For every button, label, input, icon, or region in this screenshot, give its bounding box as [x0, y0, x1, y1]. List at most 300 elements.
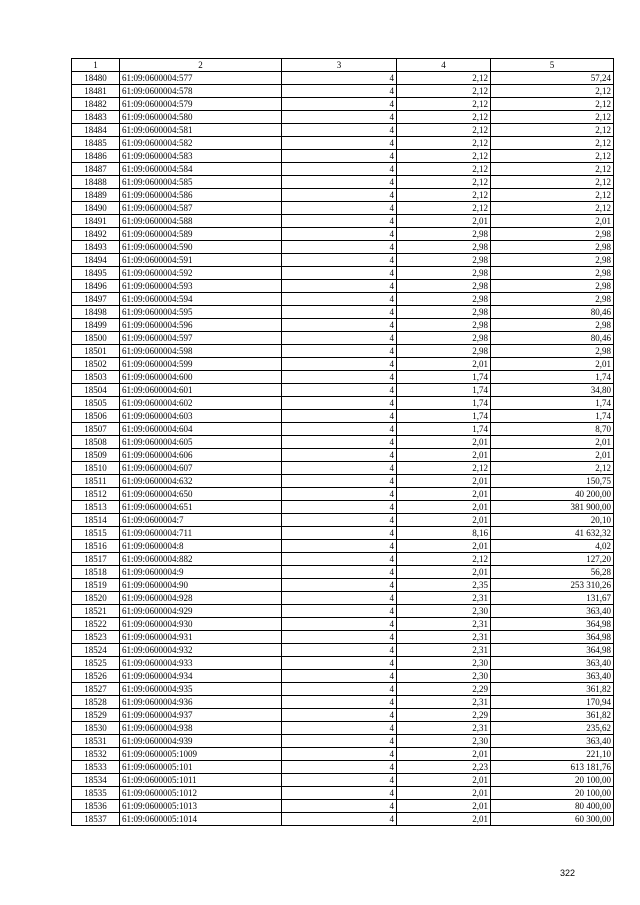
table-cell: 2,98: [491, 254, 614, 267]
table-cell: 61:09:0600004:931: [120, 631, 282, 644]
table-cell: 4: [282, 631, 397, 644]
table-cell: 4: [282, 176, 397, 189]
table-cell: 61:09:0600004:577: [120, 72, 282, 85]
table-cell: 61:09:0600004:7: [120, 514, 282, 527]
table-cell: 61:09:0600004:606: [120, 449, 282, 462]
table-cell: 4: [282, 254, 397, 267]
table-cell: 18480: [72, 72, 120, 85]
table-cell: 80,46: [491, 306, 614, 319]
table-cell: 20 100,00: [491, 787, 614, 800]
table-row: [72, 566, 614, 579]
table-cell: 61:09:0600004:937: [120, 709, 282, 722]
table-cell: 4: [282, 449, 397, 462]
table-cell: 80,46: [491, 332, 614, 345]
table-cell: 4: [282, 397, 397, 410]
table-row: [72, 787, 614, 800]
table-row: [72, 449, 614, 462]
column-header: 3: [282, 59, 397, 72]
table-row: [72, 306, 614, 319]
table-cell: 18486: [72, 150, 120, 163]
table-cell: 150,75: [491, 475, 614, 488]
table-cell: 18519: [72, 579, 120, 592]
table-cell: 2,12: [491, 85, 614, 98]
table-cell: 18528: [72, 696, 120, 709]
table-cell: 18530: [72, 722, 120, 735]
table-row: [72, 332, 614, 345]
table-cell: 61:09:0600004:601: [120, 384, 282, 397]
table-cell: 18531: [72, 735, 120, 748]
table-cell: 18484: [72, 124, 120, 137]
table-cell: 2,31: [397, 631, 491, 644]
table-cell: 40 200,00: [491, 488, 614, 501]
table-cell: 61:09:0600004:607: [120, 462, 282, 475]
table-cell: 4: [282, 462, 397, 475]
table-cell: 18523: [72, 631, 120, 644]
table-cell: 18512: [72, 488, 120, 501]
table-cell: 253 310,26: [491, 579, 614, 592]
table-cell: 2,01: [397, 748, 491, 761]
table-cell: 61:09:0600004:583: [120, 150, 282, 163]
table-cell: 2,12: [397, 163, 491, 176]
table-cell: 18534: [72, 774, 120, 787]
table-cell: 2,01: [397, 813, 491, 826]
table-cell: 2,98: [397, 332, 491, 345]
table-cell: 2,98: [397, 228, 491, 241]
table-cell: 4: [282, 709, 397, 722]
column-header: 2: [120, 59, 282, 72]
table-cell: 1,74: [397, 384, 491, 397]
table-cell: 4: [282, 306, 397, 319]
table-cell: 2,29: [397, 683, 491, 696]
table-cell: 18515: [72, 527, 120, 540]
table-row: [72, 293, 614, 306]
table-cell: 20 100,00: [491, 774, 614, 787]
table-row: [72, 150, 614, 163]
table-cell: 2,23: [397, 761, 491, 774]
table-cell: 4: [282, 293, 397, 306]
table-cell: 2,12: [397, 111, 491, 124]
table-cell: 61:09:0600005:101: [120, 761, 282, 774]
table-cell: 2,98: [397, 280, 491, 293]
table-cell: 4: [282, 644, 397, 657]
table-cell: 2,98: [397, 319, 491, 332]
table-cell: 61:09:0600004:590: [120, 241, 282, 254]
table-cell: 2,01: [491, 449, 614, 462]
table-cell: 2,01: [397, 449, 491, 462]
data-table: [71, 58, 614, 826]
table-cell: 18498: [72, 306, 120, 319]
table-cell: 61:09:0600004:599: [120, 358, 282, 371]
table-cell: 4: [282, 553, 397, 566]
table-cell: 61:09:0600004:602: [120, 397, 282, 410]
table-cell: 80 400,00: [491, 800, 614, 813]
table-cell: 4: [282, 527, 397, 540]
table-cell: 61:09:0600004:584: [120, 163, 282, 176]
table-cell: 34,80: [491, 384, 614, 397]
table-cell: 61:09:0600004:928: [120, 592, 282, 605]
table-cell: 2,98: [397, 293, 491, 306]
header-row: [72, 59, 614, 72]
table-cell: 18493: [72, 241, 120, 254]
table-row: [72, 371, 614, 384]
table-row: [72, 683, 614, 696]
table-cell: 18506: [72, 410, 120, 423]
table-cell: 61:09:0600004:938: [120, 722, 282, 735]
table-cell: 18491: [72, 215, 120, 228]
table-cell: 364,98: [491, 631, 614, 644]
table-cell: 2,31: [397, 618, 491, 631]
table-cell: 61:09:0600004:578: [120, 85, 282, 98]
table-cell: 2,12: [491, 137, 614, 150]
table-cell: 363,40: [491, 670, 614, 683]
table-cell: 18490: [72, 202, 120, 215]
table-cell: 2,98: [491, 319, 614, 332]
table-cell: 8,16: [397, 527, 491, 540]
table-row: [72, 423, 614, 436]
table-cell: 4: [282, 241, 397, 254]
table-cell: 381 900,00: [491, 501, 614, 514]
table-cell: 2,12: [397, 189, 491, 202]
table-cell: 18520: [72, 592, 120, 605]
table-cell: 61:09:0600004:593: [120, 280, 282, 293]
table-cell: 18510: [72, 462, 120, 475]
table-cell: 61:09:0600004:581: [120, 124, 282, 137]
table-row: [72, 254, 614, 267]
table-cell: 61:09:0600004:596: [120, 319, 282, 332]
table-cell: 2,12: [397, 553, 491, 566]
table-cell: 61:09:0600004:603: [120, 410, 282, 423]
table-cell: 18482: [72, 98, 120, 111]
table-cell: 4: [282, 800, 397, 813]
table-cell: 61:09:0600004:711: [120, 527, 282, 540]
table-cell: 2,30: [397, 605, 491, 618]
table-cell: 2,12: [397, 462, 491, 475]
table-cell: 2,01: [397, 787, 491, 800]
table-cell: 61:09:0600004:932: [120, 644, 282, 657]
table-cell: 56,28: [491, 566, 614, 579]
table-row: [72, 774, 614, 787]
table-cell: 18502: [72, 358, 120, 371]
table-cell: 18481: [72, 85, 120, 98]
table-cell: 2,12: [491, 189, 614, 202]
table-cell: 4: [282, 72, 397, 85]
table-cell: 2,12: [397, 124, 491, 137]
table-cell: 127,20: [491, 553, 614, 566]
table-cell: 2,12: [491, 150, 614, 163]
table-cell: 364,98: [491, 644, 614, 657]
table-row: [72, 462, 614, 475]
page-number: 322: [560, 868, 576, 878]
table-cell: 2,98: [491, 228, 614, 241]
table-cell: 61:09:0600004:8: [120, 540, 282, 553]
table-body: [72, 72, 614, 826]
table-row: [72, 228, 614, 241]
table-cell: 61:09:0600004:597: [120, 332, 282, 345]
table-cell: 18532: [72, 748, 120, 761]
table-row: [72, 72, 614, 85]
table-cell: 18526: [72, 670, 120, 683]
table-cell: 18518: [72, 566, 120, 579]
table-cell: 4: [282, 774, 397, 787]
table-cell: 2,31: [397, 722, 491, 735]
table-cell: 18527: [72, 683, 120, 696]
table-cell: 8,70: [491, 423, 614, 436]
table-cell: 61:09:0600004:936: [120, 696, 282, 709]
table-cell: 4: [282, 319, 397, 332]
table-cell: 2,12: [491, 124, 614, 137]
table-cell: 2,01: [397, 488, 491, 501]
table-cell: 363,40: [491, 657, 614, 670]
table-cell: 61:09:0600004:930: [120, 618, 282, 631]
table-row: [72, 267, 614, 280]
table-cell: 2,12: [491, 111, 614, 124]
table-cell: 61:09:0600004:934: [120, 670, 282, 683]
table-cell: 18533: [72, 761, 120, 774]
table-cell: 61:09:0600004:933: [120, 657, 282, 670]
table-row: [72, 436, 614, 449]
table-cell: 61:09:0600004:585: [120, 176, 282, 189]
table-cell: 61:09:0600004:586: [120, 189, 282, 202]
table-cell: 61:09:0600004:9: [120, 566, 282, 579]
table-cell: 18535: [72, 787, 120, 800]
table-cell: 61:09:0600004:651: [120, 501, 282, 514]
table-cell: 4: [282, 696, 397, 709]
table-row: [72, 410, 614, 423]
table-row: [72, 527, 614, 540]
table-cell: 18503: [72, 371, 120, 384]
table-cell: 4: [282, 332, 397, 345]
table-cell: 4: [282, 111, 397, 124]
table-row: [72, 579, 614, 592]
table-cell: 18494: [72, 254, 120, 267]
table-cell: 4: [282, 267, 397, 280]
table-cell: 2,01: [397, 774, 491, 787]
table-cell: 4: [282, 514, 397, 527]
table-row: [72, 813, 614, 826]
table-cell: 4: [282, 384, 397, 397]
table-cell: 4: [282, 163, 397, 176]
table-cell: 61:09:0600004:598: [120, 345, 282, 358]
table-cell: 18536: [72, 800, 120, 813]
table-row: [72, 670, 614, 683]
table-cell: 18483: [72, 111, 120, 124]
table-cell: 2,12: [491, 462, 614, 475]
column-header: 5: [491, 59, 614, 72]
table-row: [72, 384, 614, 397]
table-cell: 61:09:0600004:592: [120, 267, 282, 280]
table-cell: 613 181,76: [491, 761, 614, 774]
table-cell: 2,01: [397, 514, 491, 527]
table-row: [72, 722, 614, 735]
table-cell: 2,01: [397, 540, 491, 553]
table-cell: 4: [282, 813, 397, 826]
table-cell: 361,82: [491, 683, 614, 696]
table-cell: 2,01: [397, 436, 491, 449]
table-row: [72, 501, 614, 514]
table-row: [72, 280, 614, 293]
table-cell: 61:09:0600004:579: [120, 98, 282, 111]
table-row: [72, 176, 614, 189]
table-cell: 61:09:0600004:594: [120, 293, 282, 306]
table-cell: 4: [282, 202, 397, 215]
table-row: [72, 761, 614, 774]
table-cell: 2,30: [397, 735, 491, 748]
table-cell: 18524: [72, 644, 120, 657]
table-cell: 2,01: [397, 358, 491, 371]
table-cell: 18485: [72, 137, 120, 150]
table-row: [72, 319, 614, 332]
table-cell: 61:09:0600004:604: [120, 423, 282, 436]
table-cell: 2,98: [491, 241, 614, 254]
table-cell: 61:09:0600004:882: [120, 553, 282, 566]
table-cell: 18513: [72, 501, 120, 514]
table-row: [72, 163, 614, 176]
table-cell: 2,98: [397, 267, 491, 280]
table-cell: 4: [282, 501, 397, 514]
table-cell: 4: [282, 371, 397, 384]
table-cell: 61:09:0600004:595: [120, 306, 282, 319]
table-cell: 1,74: [397, 423, 491, 436]
table-cell: 18505: [72, 397, 120, 410]
table-cell: 4: [282, 592, 397, 605]
table-cell: 18537: [72, 813, 120, 826]
table-row: [72, 189, 614, 202]
column-header: 4: [397, 59, 491, 72]
table-cell: 4: [282, 488, 397, 501]
table-cell: 2,01: [491, 358, 614, 371]
table-cell: 18514: [72, 514, 120, 527]
table-cell: 18529: [72, 709, 120, 722]
table-cell: 2,12: [491, 98, 614, 111]
table-cell: 2,01: [397, 215, 491, 228]
table-cell: 4: [282, 280, 397, 293]
table-cell: 363,40: [491, 735, 614, 748]
table-cell: 4: [282, 137, 397, 150]
table-row: [72, 657, 614, 670]
table-cell: 221,10: [491, 748, 614, 761]
table-cell: 4: [282, 423, 397, 436]
table-row: [72, 553, 614, 566]
table-row: [72, 137, 614, 150]
table-row: [72, 618, 614, 631]
table-cell: 18508: [72, 436, 120, 449]
table-cell: 4: [282, 150, 397, 163]
table-cell: 2,98: [491, 293, 614, 306]
table-row: [72, 696, 614, 709]
table-cell: 4: [282, 566, 397, 579]
table-cell: 4: [282, 124, 397, 137]
table-cell: 2,35: [397, 579, 491, 592]
table-row: [72, 215, 614, 228]
table-cell: 2,29: [397, 709, 491, 722]
table-row: [72, 800, 614, 813]
table-cell: 1,74: [491, 371, 614, 384]
table-row: [72, 358, 614, 371]
table-cell: 2,12: [491, 202, 614, 215]
table-cell: 2,31: [397, 592, 491, 605]
table-row: [72, 514, 614, 527]
table-cell: 2,12: [397, 98, 491, 111]
table-cell: 2,31: [397, 696, 491, 709]
table-cell: 4: [282, 475, 397, 488]
table-cell: 4: [282, 657, 397, 670]
table-cell: 61:09:0600004:587: [120, 202, 282, 215]
table-row: [72, 475, 614, 488]
table-cell: 57,24: [491, 72, 614, 85]
table-cell: 4: [282, 605, 397, 618]
table-cell: 61:09:0600004:591: [120, 254, 282, 267]
table-cell: 4: [282, 748, 397, 761]
table-cell: 61:09:0600004:939: [120, 735, 282, 748]
table-row: [72, 85, 614, 98]
table-cell: 4: [282, 410, 397, 423]
table-cell: 4: [282, 345, 397, 358]
table-cell: 61:09:0600004:935: [120, 683, 282, 696]
table-cell: 18499: [72, 319, 120, 332]
table-cell: 2,30: [397, 657, 491, 670]
table-cell: 4: [282, 358, 397, 371]
table-cell: 18487: [72, 163, 120, 176]
table-cell: 18492: [72, 228, 120, 241]
table-cell: 61:09:0600004:582: [120, 137, 282, 150]
table-row: [72, 540, 614, 553]
table-cell: 2,12: [491, 163, 614, 176]
table-cell: 2,01: [397, 501, 491, 514]
table-cell: 4: [282, 98, 397, 111]
table-cell: 61:09:0600005:1009: [120, 748, 282, 761]
table-cell: 363,40: [491, 605, 614, 618]
table-cell: 61:09:0600004:605: [120, 436, 282, 449]
table-cell: 2,98: [397, 345, 491, 358]
table-row: [72, 592, 614, 605]
table-cell: 1,74: [397, 397, 491, 410]
table-cell: 170,94: [491, 696, 614, 709]
table-cell: 4: [282, 85, 397, 98]
table-cell: 2,98: [491, 345, 614, 358]
table-cell: 2,01: [397, 475, 491, 488]
table-cell: 61:09:0600004:589: [120, 228, 282, 241]
table-row: [72, 98, 614, 111]
table-cell: 2,98: [397, 241, 491, 254]
table-cell: 2,12: [491, 176, 614, 189]
table-cell: 1,74: [491, 410, 614, 423]
table-cell: 61:09:0600005:1012: [120, 787, 282, 800]
table-cell: 18497: [72, 293, 120, 306]
table-cell: 61:09:0600005:1013: [120, 800, 282, 813]
table-cell: 4: [282, 787, 397, 800]
table-cell: 41 632,32: [491, 527, 614, 540]
table-cell: 60 300,00: [491, 813, 614, 826]
table-cell: 2,12: [397, 85, 491, 98]
table-cell: 4: [282, 189, 397, 202]
table-cell: 2,12: [397, 137, 491, 150]
table-cell: 364,98: [491, 618, 614, 631]
table-row: [72, 124, 614, 137]
table-cell: 18509: [72, 449, 120, 462]
table-cell: 18525: [72, 657, 120, 670]
column-header: 1: [72, 59, 120, 72]
table-cell: 18507: [72, 423, 120, 436]
table-cell: 1,74: [491, 397, 614, 410]
table-cell: 1,74: [397, 371, 491, 384]
table-row: [72, 345, 614, 358]
table-cell: 2,01: [397, 800, 491, 813]
table-cell: 361,82: [491, 709, 614, 722]
table-row: [72, 488, 614, 501]
table-cell: 18495: [72, 267, 120, 280]
table-cell: 18501: [72, 345, 120, 358]
table-cell: 18488: [72, 176, 120, 189]
